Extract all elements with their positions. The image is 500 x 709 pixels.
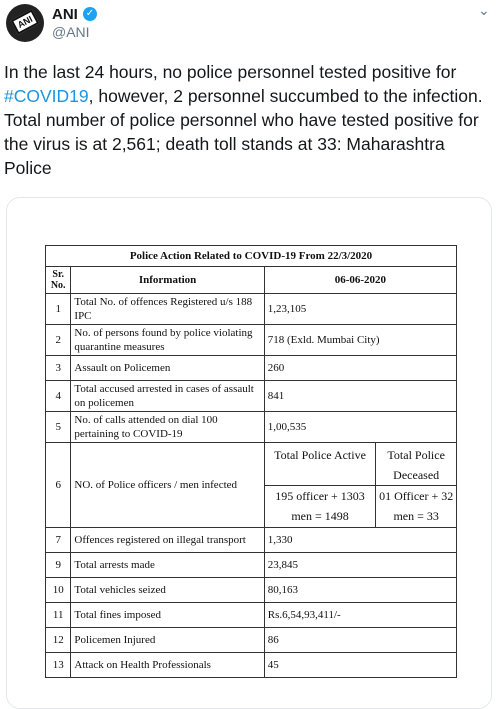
hashtag-link[interactable]: #COVID19 [4, 86, 89, 106]
chevron-down-icon[interactable]: ⌄ [478, 2, 490, 18]
row-sr: 4 [46, 381, 71, 412]
row-info: Offences registered on illegal transport [71, 528, 264, 553]
row-sr: 9 [46, 553, 71, 578]
row-sr: 11 [46, 603, 71, 628]
header-information: Information [71, 267, 264, 294]
row-sr: 13 [46, 653, 71, 678]
header-date: 06-06-2020 [264, 267, 456, 294]
row-sr: 12 [46, 628, 71, 653]
ani-logo: ANI [11, 9, 40, 34]
table-row [46, 412, 457, 443]
row-info: Total accused arrested in cases of assault on policemen [71, 381, 264, 412]
row-value: 1,330 [264, 528, 456, 553]
row-value: 841 [264, 381, 456, 412]
table-row [46, 603, 457, 628]
row-value: Rs.6,54,93,411/- [264, 603, 456, 628]
row-info: No. of persons found by police violating quarantine measures [71, 325, 264, 356]
row-sr: 5 [46, 412, 71, 443]
table-row [46, 381, 457, 412]
tweet-text-part-1: In the last 24 hours, no police personnel tested positive for [4, 62, 457, 82]
deceased-head: Total Police Deceased [387, 447, 445, 482]
row-info: No. of calls attended on dial 100 pertaining to COVID-19 [71, 412, 264, 443]
table-row [46, 653, 457, 678]
table-row [46, 294, 457, 325]
active-cell [264, 443, 376, 528]
table-title: Police Action Related to COVID-19 From 22/3/2020 [46, 246, 457, 267]
table-row [46, 628, 457, 653]
row-value: 45 [264, 653, 456, 678]
row-info: Assault on Policemen [71, 356, 264, 381]
row-sr: 2 [46, 325, 71, 356]
row-sr: 1 [46, 294, 71, 325]
account-handle[interactable]: @ANI [52, 24, 90, 40]
row-sr: 3 [46, 356, 71, 381]
row-sr: 10 [46, 578, 71, 603]
table-row [46, 553, 457, 578]
deceased-value: 01 Officer + 32 men = 33 [376, 485, 456, 526]
account-name[interactable]: ANI [52, 6, 78, 23]
row-info: Total fines imposed [71, 603, 264, 628]
active-value: 195 officer + 1303 men = 1498 [265, 485, 376, 526]
row-value: 86 [264, 628, 456, 653]
header-srno: Sr. No. [46, 267, 71, 294]
verified-badge-icon: ✓ [83, 7, 97, 21]
row-info: Total No. of offences Registered u/s 188 IPC [71, 294, 264, 325]
table-row-infected [46, 443, 457, 528]
row-value: 80,163 [264, 578, 456, 603]
tweet-text [4, 60, 496, 180]
active-head: Total Police Active [274, 447, 366, 462]
row-value: 23,845 [264, 553, 456, 578]
row-info: NO. of Police officers / men infected [71, 443, 264, 528]
tweet-header [0, 0, 500, 52]
table-row [46, 356, 457, 381]
avatar[interactable] [6, 4, 44, 42]
row-info: Attack on Health Professionals [71, 653, 264, 678]
deceased-cell [376, 443, 457, 528]
table-row [46, 325, 457, 356]
table-row [46, 578, 457, 603]
row-info: Total vehicles seized [71, 578, 264, 603]
table-row [46, 528, 457, 553]
tweet-text-part-2: , however, 2 personnel succumbed to the infection. Total number of police personnel who have tested positive for the virus is at 2,561; death toll stands at 33: Maharashtra Police [4, 86, 483, 178]
row-info: Policemen Injured [71, 628, 264, 653]
row-value: 1,00,535 [264, 412, 456, 443]
row-value: 718 (Exld. Mumbai City) [264, 325, 456, 356]
police-action-table [45, 245, 457, 678]
row-sr: 7 [46, 528, 71, 553]
row-value: 1,23,105 [264, 294, 456, 325]
row-info: Total arrests made [71, 553, 264, 578]
row-value: 260 [264, 356, 456, 381]
row-sr: 6 [46, 443, 71, 528]
